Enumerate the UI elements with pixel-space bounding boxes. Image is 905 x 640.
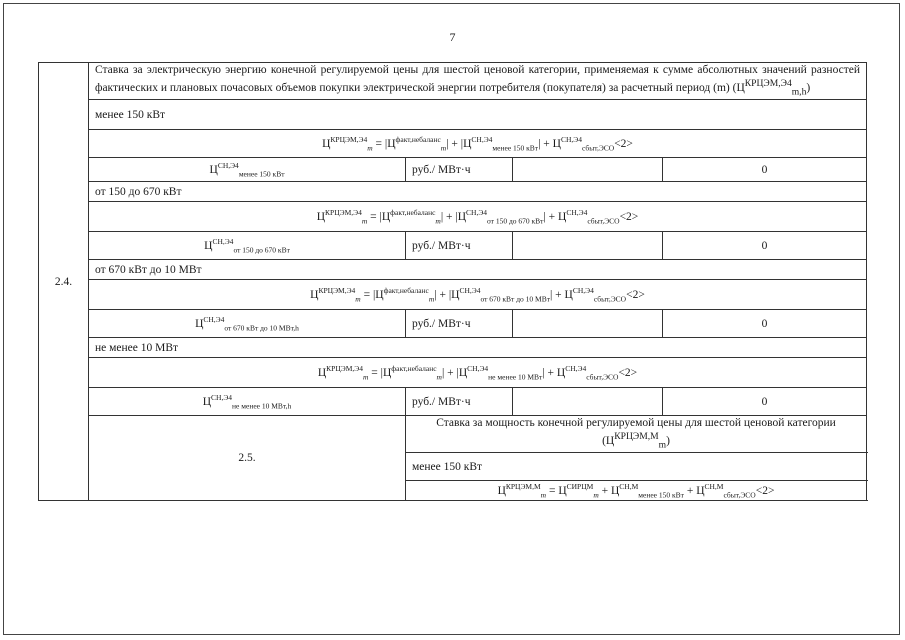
title-close-paren: ) <box>666 434 670 447</box>
symbol-subscript: менее 150 кВт <box>638 490 684 500</box>
symbol-subscript: m,h <box>791 86 807 98</box>
symbol-letter: Ц <box>458 366 468 379</box>
empty-cell <box>513 232 663 260</box>
cn-symbol <box>610 481 684 500</box>
table-row <box>39 202 867 232</box>
abs-bar: | <box>379 210 382 223</box>
table-row <box>39 182 867 202</box>
table-row <box>39 358 867 388</box>
symbol-letter: Ц <box>696 484 705 497</box>
fact-symbol <box>372 285 437 303</box>
value-cell: 0 <box>663 158 867 182</box>
rate-symbol-cell <box>89 388 406 416</box>
symbol-superscript: СН,Э4 <box>203 314 225 324</box>
equals-sign: = <box>548 484 556 497</box>
symbol-letter: Ц <box>451 288 460 301</box>
formula <box>497 481 775 500</box>
symbol-letter: Ц <box>558 210 567 223</box>
symbol-subscript: сбыт,ЭСО <box>593 293 627 303</box>
symbol-letter: Ц <box>605 434 615 447</box>
symbol-superscript: СН,М <box>704 481 724 491</box>
section-title-text: Ставка за мощность конечной регулируемой цены для шестой ценовой категории ( <box>436 417 836 447</box>
lhs-symbol <box>316 207 368 225</box>
abs-bar: | <box>384 137 388 150</box>
symbol-letter: Ц <box>463 137 472 150</box>
plus-sign: + <box>439 288 446 301</box>
symbol-subscript: от 670 кВт до 10 МВт <box>480 293 550 303</box>
equals-sign: = <box>363 288 371 301</box>
symbol-superscript: СН,Э4 <box>212 236 234 246</box>
rate-symbol-cell <box>89 310 406 338</box>
formula <box>316 207 639 225</box>
symbol-letter: Ц <box>310 288 319 301</box>
symbol-subscript: сбыт,ЭСО <box>587 215 620 225</box>
formula <box>322 134 633 152</box>
symbol-superscript: СН,Э4 <box>467 363 489 373</box>
plus-sign: + <box>446 210 453 223</box>
rate-symbol-cell <box>89 158 406 182</box>
symbol-superscript: КРЦЭМ,М <box>614 431 659 443</box>
symbol-subscript: не менее 10 МВт <box>488 371 543 381</box>
symbol-subscript: m <box>367 142 373 152</box>
table-row <box>39 338 867 358</box>
cn-symbol <box>456 363 545 381</box>
plus-sign: + <box>447 366 454 379</box>
equals-sign: = <box>370 210 377 223</box>
symbol-subscript: m <box>540 490 547 500</box>
symbol-superscript: СН,Э4 <box>565 363 587 373</box>
symbol-subscript: не менее 10 МВт,h <box>232 400 292 410</box>
abs-bar: | <box>372 288 376 301</box>
symbol-subscript: сбыт,ЭСО <box>586 371 619 381</box>
symbol-letter: Ц <box>317 366 327 379</box>
unit-cell: руб./ МВт·ч <box>406 310 513 338</box>
symbol-letter: Ц <box>375 288 384 301</box>
abs-bar: | <box>446 137 449 150</box>
symbol-superscript: СН,Э4 <box>459 285 481 295</box>
table-row <box>39 158 867 182</box>
cn-symbol <box>202 392 292 410</box>
symbol-superscript: СИРЦМ <box>566 481 594 491</box>
symbol-superscript: СН,Э4 <box>471 134 493 144</box>
plus-sign: + <box>451 137 458 150</box>
rate-symbol <box>202 392 292 410</box>
section-title <box>89 63 867 100</box>
lhs-symbol <box>497 481 547 500</box>
cn-symbol <box>457 207 544 225</box>
plus-sign: + <box>548 210 556 223</box>
table-row <box>39 260 867 280</box>
tariff-table <box>38 62 867 501</box>
symbol-superscript: КРЦЭМ,Э4 <box>330 134 368 144</box>
symbol-letter: Ц <box>556 366 566 379</box>
symbol-superscript: КРЦЭМ,Э4 <box>325 207 362 217</box>
formula-cell <box>89 358 867 388</box>
symbol-superscript: СН,Э4 <box>560 134 582 144</box>
abs-bar: | <box>440 210 444 223</box>
abs-bar: | <box>448 288 452 301</box>
group-label: от 670 кВт до 10 МВт <box>89 260 867 280</box>
plus-sign: + <box>555 288 562 301</box>
abs-bar: | <box>543 210 546 223</box>
group-label: от 150 до 670 кВт <box>89 182 867 202</box>
table-row <box>39 130 867 158</box>
symbol-subscript: m <box>593 490 599 500</box>
table-row <box>39 388 867 416</box>
abs-bar: | <box>434 288 437 301</box>
symbol-superscript: СН,Э4 <box>572 285 594 295</box>
symbol-superscript: факт,небаланс <box>390 207 436 217</box>
symbol-subscript: от 670 кВт до 10 МВт,h <box>224 322 299 332</box>
value-cell: 0 <box>663 310 867 338</box>
empty-cell <box>513 388 663 416</box>
footnote-ref: <2> <box>614 137 633 150</box>
symbol-subscript: m <box>362 371 369 381</box>
abs-bar: | <box>455 210 458 223</box>
abs-bar: | <box>456 366 459 379</box>
section-title-text: Ставка за электрическую энергию конечной регулируемой цены для шестой ценовой категории, применяемая к сумме абсолютных значений разностей фактических и плановых почасовых объемов покупки электрической энергии потребителя (покупателя) за расчетный период (m) ( <box>95 64 861 94</box>
footnote-ref: <2> <box>626 288 645 301</box>
abs-bar: | <box>538 137 541 150</box>
symbol-letter: Ц <box>610 484 620 497</box>
abs-bar: | <box>549 288 553 301</box>
table-row <box>39 100 867 130</box>
sbyt-symbol <box>696 481 756 500</box>
table-row <box>39 310 867 338</box>
formula <box>317 363 638 381</box>
symbol-superscript: КРЦЭМ,Э4 <box>318 285 356 295</box>
formula-cell <box>406 481 867 501</box>
section-title <box>406 416 867 453</box>
symbol-letter: Ц <box>552 137 561 150</box>
symbol-letter: Ц <box>316 210 326 223</box>
symbol-subscript: m <box>428 293 435 303</box>
section-number: 2.5. <box>89 416 406 501</box>
equals-sign: = <box>371 366 378 379</box>
title-price-symbol <box>736 78 807 98</box>
lhs-symbol <box>310 285 361 303</box>
fact-symbol <box>379 207 444 225</box>
value-cell: 0 <box>663 232 867 260</box>
symbol-superscript: факт,небаланс <box>395 134 441 144</box>
unit-cell: руб./ МВт·ч <box>406 232 513 260</box>
lhs-symbol <box>317 363 369 381</box>
cn-symbol <box>460 134 541 152</box>
symbol-letter: Ц <box>202 395 212 408</box>
section-number: 2.4. <box>39 63 89 501</box>
abs-bar: | <box>441 366 445 379</box>
unit-cell: руб./ МВт·ч <box>406 158 513 182</box>
sbyt-symbol <box>556 363 619 381</box>
formula-cell <box>89 130 867 158</box>
title-close-paren: ) <box>806 81 811 94</box>
symbol-letter: Ц <box>497 484 506 497</box>
symbol-letter: Ц <box>558 484 567 497</box>
symbol-subscript: m <box>658 439 667 451</box>
plus-sign: + <box>686 484 694 497</box>
empty-cell <box>513 158 663 182</box>
cn-symbol <box>209 160 285 178</box>
symbol-subscript: m <box>440 142 447 152</box>
symbol-superscript: СН,М <box>619 481 639 491</box>
symbol-subscript: m <box>361 215 368 225</box>
formula <box>310 285 645 303</box>
fact-symbol <box>384 134 449 152</box>
symbol-superscript: СН,Э4 <box>211 392 233 402</box>
footnote-ref: <2> <box>619 210 639 223</box>
plus-sign: + <box>543 137 550 150</box>
rate-symbol <box>204 236 290 254</box>
abs-bar: | <box>460 137 464 150</box>
symbol-superscript: СН,Э4 <box>466 207 488 217</box>
page-number: 7 <box>449 30 456 44</box>
symbol-letter: Ц <box>204 239 213 252</box>
symbol-letter: Ц <box>381 210 391 223</box>
symbol-superscript: факт,небаланс <box>391 363 437 373</box>
title-price-symbol <box>605 431 667 451</box>
rate-symbol <box>195 314 299 332</box>
symbol-subscript: m <box>436 371 442 381</box>
value-cell: 0 <box>663 388 867 416</box>
symbol-superscript: факт,небаланс <box>383 285 429 295</box>
abs-bar: | <box>542 366 545 379</box>
cn-symbol <box>204 236 290 254</box>
symbol-superscript: СН,Э4 <box>566 207 588 217</box>
symbol-letter: Ц <box>387 137 396 150</box>
abs-bar: | <box>380 366 383 379</box>
symbol-subscript: менее 150 кВт <box>492 142 539 152</box>
table-row <box>39 280 867 310</box>
group-label: не менее 10 МВт <box>89 338 867 358</box>
rate-symbol-cell <box>89 232 406 260</box>
plus-sign: + <box>601 484 609 497</box>
symbol-subscript: сбыт,ЭСО <box>723 490 756 500</box>
cn-symbol <box>195 314 299 332</box>
symbol-letter: Ц <box>322 137 331 150</box>
footnote-ref: <2> <box>618 366 638 379</box>
table-row <box>39 416 867 453</box>
table-row <box>39 63 867 100</box>
equals-sign: = <box>375 137 382 150</box>
symbol-letter: Ц <box>195 317 204 330</box>
symbol-subscript: менее 150 кВт <box>238 168 285 178</box>
symbol-letter: Ц <box>457 210 467 223</box>
cn-symbol <box>448 285 553 303</box>
sbyt-symbol <box>564 285 627 303</box>
symbol-letter: Ц <box>209 163 218 176</box>
footnote-ref: <2> <box>755 484 775 497</box>
symbol-letter: Ц <box>564 288 573 301</box>
group-label: менее 150 кВт <box>89 100 867 130</box>
symbol-subscript: сбыт,ЭСО <box>581 142 615 152</box>
symbol-subscript: от 150 до 670 кВт <box>487 215 544 225</box>
lhs-symbol <box>322 134 373 152</box>
symbol-superscript: КРЦЭМ,Э4 <box>744 78 792 89</box>
plus-sign: + <box>547 366 555 379</box>
formula-cell <box>89 202 867 232</box>
rate-symbol <box>209 160 285 178</box>
symbol-letter: Ц <box>382 366 392 379</box>
symbol-subscript: m <box>355 293 361 303</box>
symbol-subscript: m <box>435 215 441 225</box>
table-row <box>39 232 867 260</box>
symbol-letter: Ц <box>736 81 745 94</box>
symbol-superscript: СН,Э4 <box>217 160 239 170</box>
formula-cell <box>89 280 867 310</box>
unit-cell: руб./ МВт·ч <box>406 388 513 416</box>
empty-cell <box>513 310 663 338</box>
sbyt-symbol <box>552 134 615 152</box>
sbyt-symbol <box>558 207 620 225</box>
symbol-subscript: от 150 до 670 кВт <box>233 244 290 254</box>
symbol-superscript: КРЦЭМ,М <box>505 481 541 491</box>
fact-symbol <box>380 363 445 381</box>
symbol-superscript: КРЦЭМ,Э4 <box>326 363 363 373</box>
sirc-symbol <box>558 481 599 500</box>
group-label: менее 150 кВт <box>406 453 867 481</box>
